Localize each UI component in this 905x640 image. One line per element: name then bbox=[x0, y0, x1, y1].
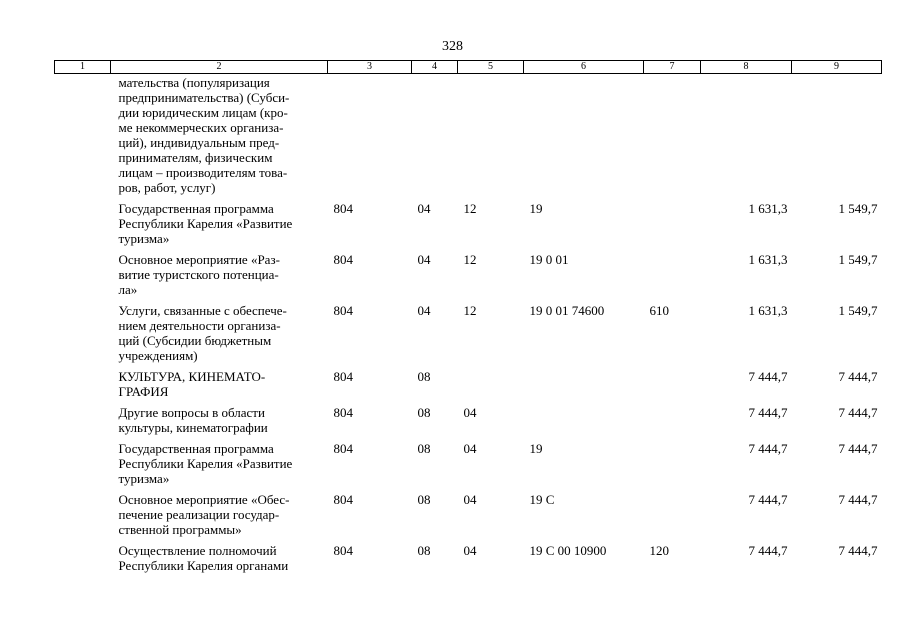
table-row bbox=[55, 252, 882, 303]
row-cell-c7: 120 bbox=[649, 543, 669, 558]
row-cell-c5: 04 bbox=[463, 492, 477, 507]
budget-table bbox=[54, 60, 882, 579]
column-header: 2 bbox=[111, 61, 328, 74]
table-row bbox=[55, 543, 882, 579]
page-number: 328 bbox=[442, 39, 463, 54]
row-cell-c7 bbox=[644, 492, 701, 543]
row-cell-c8: 1 631,3 bbox=[748, 252, 788, 267]
row-cell-c7 bbox=[644, 369, 701, 405]
column-header: 6 bbox=[524, 61, 644, 74]
row-cell-c4: 08 bbox=[417, 543, 431, 558]
row-cell-col1 bbox=[55, 441, 111, 492]
row-cell-c9 bbox=[792, 74, 882, 202]
row-cell-c6: 19 bbox=[529, 201, 543, 216]
row-cell-c6: 19 bbox=[529, 441, 543, 456]
column-header: 9 bbox=[792, 61, 882, 74]
row-cell-col1 bbox=[55, 74, 111, 202]
row-cell-c8: 7 444,7 bbox=[748, 441, 788, 456]
row-name: КУЛЬТУРА, КИНЕМАТО- ГРАФИЯ bbox=[118, 369, 266, 399]
row-cell-col1 bbox=[55, 405, 111, 441]
row-cell-c3: 804 bbox=[333, 405, 353, 420]
row-cell-c4: 08 bbox=[417, 492, 431, 507]
row-cell-c3: 804 bbox=[333, 303, 353, 318]
table-row bbox=[55, 303, 882, 369]
column-header: 3 bbox=[328, 61, 412, 74]
row-cell-c3: 804 bbox=[333, 201, 353, 216]
row-cell-c6 bbox=[524, 405, 644, 441]
row-cell-c7: 610 bbox=[649, 303, 669, 318]
row-name: Другие вопросы в области культуры, кинематографии bbox=[118, 405, 268, 435]
row-name: Осуществление полномочий Республики Карелия органами bbox=[118, 543, 289, 573]
row-name: мательства (популяризация предпринимательства) (Субси- дии юридическим лицам (кро- ме некоммерческих организа- ций), индивидуальным пред- принимателям, физическим лицам – производителям това- ров, работ, услуг) bbox=[118, 75, 290, 195]
column-number-header bbox=[55, 61, 882, 74]
row-cell-c5 bbox=[458, 369, 524, 405]
row-cell-c9: 7 444,7 bbox=[838, 369, 878, 384]
row-cell-c3: 804 bbox=[333, 543, 353, 558]
row-cell-c6: 19 С bbox=[529, 492, 555, 507]
row-cell-c5: 04 bbox=[463, 543, 477, 558]
row-cell-c5: 12 bbox=[463, 201, 477, 216]
row-cell-c9: 7 444,7 bbox=[838, 543, 878, 558]
row-cell-col1 bbox=[55, 492, 111, 543]
row-cell-c9: 7 444,7 bbox=[838, 492, 878, 507]
row-cell-c5: 04 bbox=[463, 405, 477, 420]
row-cell-c3 bbox=[328, 74, 412, 202]
row-cell-c3: 804 bbox=[333, 441, 353, 456]
row-cell-c8: 7 444,7 bbox=[748, 405, 788, 420]
row-cell-c7 bbox=[644, 441, 701, 492]
row-name: Государственная программа Республики Карелия «Развитие туризма» bbox=[118, 201, 293, 246]
row-cell-c7 bbox=[644, 74, 701, 202]
row-cell-c5: 04 bbox=[463, 441, 477, 456]
row-cell-c4: 04 bbox=[417, 303, 431, 318]
row-name: Основное мероприятие «Обес- печение реализации государ- ственной программы» bbox=[118, 492, 290, 537]
row-cell-c8: 7 444,7 bbox=[748, 543, 788, 558]
row-cell-c7 bbox=[644, 405, 701, 441]
row-cell-c5: 12 bbox=[463, 303, 477, 318]
row-cell-c8: 1 631,3 bbox=[748, 201, 788, 216]
row-cell-c9: 1 549,7 bbox=[838, 303, 878, 318]
row-cell-c9: 7 444,7 bbox=[838, 441, 878, 456]
row-cell-col1 bbox=[55, 252, 111, 303]
table-row bbox=[55, 492, 882, 543]
row-name: Основное мероприятие «Раз- витие туристского потенциа- ла» bbox=[118, 252, 280, 297]
row-cell-c8 bbox=[701, 74, 792, 202]
table-row bbox=[55, 369, 882, 405]
column-header: 1 bbox=[55, 61, 111, 74]
row-cell-c8: 7 444,7 bbox=[748, 369, 788, 384]
row-cell-c9: 1 549,7 bbox=[838, 252, 878, 267]
row-cell-c9: 1 549,7 bbox=[838, 201, 878, 216]
row-cell-c6: 19 0 01 bbox=[529, 252, 569, 267]
table-row bbox=[55, 441, 882, 492]
row-cell-col1 bbox=[55, 369, 111, 405]
row-cell-col1 bbox=[55, 303, 111, 369]
table-row bbox=[55, 74, 882, 202]
row-cell-col1 bbox=[55, 543, 111, 579]
row-cell-c6: 19 0 01 74600 bbox=[529, 303, 605, 318]
row-cell-c6 bbox=[524, 74, 644, 202]
row-cell-c3: 804 bbox=[333, 492, 353, 507]
row-cell-c4: 08 bbox=[417, 369, 431, 384]
column-header: 4 bbox=[412, 61, 458, 74]
row-name: Услуги, связанные с обеспече- нием деятельности организа- ций (Субсидии бюджетным учреждениям) bbox=[118, 303, 287, 363]
row-cell-c5 bbox=[458, 74, 524, 202]
row-name: Государственная программа Республики Карелия «Развитие туризма» bbox=[118, 441, 293, 486]
row-cell-c4: 08 bbox=[417, 441, 431, 456]
row-cell-c4: 04 bbox=[417, 201, 431, 216]
row-cell-c4: 08 bbox=[417, 405, 431, 420]
row-cell-c5: 12 bbox=[463, 252, 477, 267]
row-cell-c8: 7 444,7 bbox=[748, 492, 788, 507]
column-header: 8 bbox=[701, 61, 792, 74]
row-cell-c8: 1 631,3 bbox=[748, 303, 788, 318]
table-row bbox=[55, 201, 882, 252]
row-cell-c6: 19 С 00 10900 bbox=[529, 543, 607, 558]
row-cell-c4 bbox=[412, 74, 458, 202]
row-cell-c7 bbox=[644, 201, 701, 252]
row-cell-c9: 7 444,7 bbox=[838, 405, 878, 420]
row-cell-c3: 804 bbox=[333, 369, 353, 384]
column-header: 5 bbox=[458, 61, 524, 74]
row-cell-c4: 04 bbox=[417, 252, 431, 267]
row-cell-c7 bbox=[644, 252, 701, 303]
row-cell-col1 bbox=[55, 201, 111, 252]
row-cell-c3: 804 bbox=[333, 252, 353, 267]
column-header: 7 bbox=[644, 61, 701, 74]
row-cell-c6 bbox=[524, 369, 644, 405]
table-row bbox=[55, 405, 882, 441]
table-body bbox=[55, 74, 882, 580]
